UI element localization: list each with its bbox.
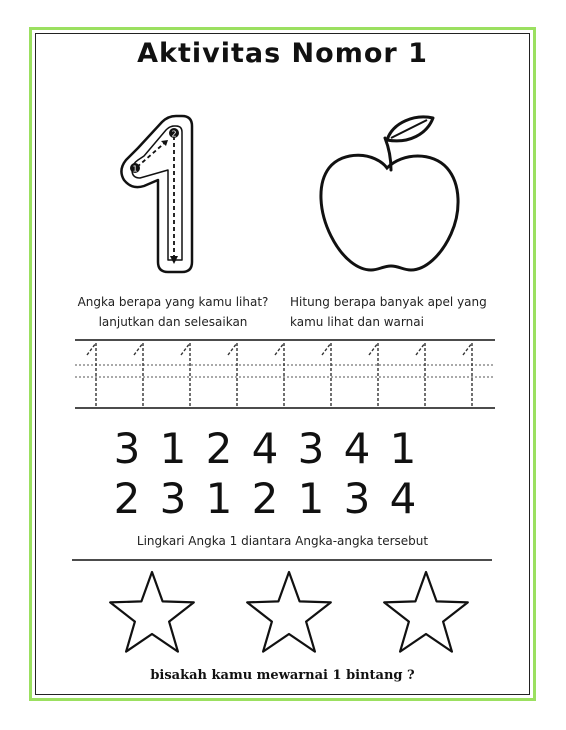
number-digit[interactable]: 4 [343,424,371,473]
caption-left-line: Angka berapa yang kamu lihat? [77,295,269,309]
number-digit[interactable]: 1 [159,424,187,473]
trace-one-glyph[interactable] [369,343,378,407]
number-digit[interactable]: 3 [159,474,187,523]
number-digit[interactable]: 3 [297,424,325,473]
caption-right-line: kamu lihat dan warnai [290,315,424,329]
caption-right-line: Hitung berapa banyak apel yang [290,295,487,309]
caption-right [290,292,518,332]
star-outline-icon[interactable] [384,572,468,652]
number-digit[interactable]: 4 [389,474,417,523]
stroke-order-label: 1 [132,164,138,174]
star-outline-icon[interactable] [110,572,194,652]
instruction-text: Lingkari Angka 1 diantara Angka-angka tersebut [136,534,429,548]
trace-one-glyph[interactable] [134,343,143,407]
stars-area [100,568,480,658]
number-one-outline-icon [110,110,200,280]
tracing-practice-area [70,335,500,415]
trace-one-glyph[interactable] [87,343,96,407]
stroke-order-label: 2 [171,129,177,139]
number-digit[interactable]: 1 [297,474,325,523]
divider-line [72,558,492,562]
number-digit[interactable]: 2 [251,474,279,523]
star-outline-icon[interactable] [247,572,331,652]
number-digit[interactable]: 3 [343,474,371,523]
number-digit[interactable]: 2 [205,424,233,473]
number-digit[interactable]: 1 [389,424,417,473]
number-digit[interactable]: 1 [205,474,233,523]
number-digit[interactable]: 4 [251,424,279,473]
trace-one-glyph[interactable] [463,343,472,407]
page-title: Aktivitas Nomor 1 [137,38,428,69]
trace-one-glyph[interactable] [228,343,237,407]
apple-outline-icon [315,112,465,277]
number-digit[interactable]: 2 [113,474,141,523]
trace-one-glyph[interactable] [416,343,425,407]
trace-one-glyph[interactable] [181,343,190,407]
trace-one-glyph[interactable] [275,343,284,407]
caption-left [68,292,278,332]
trace-one-glyph[interactable] [322,343,331,407]
number-digit[interactable]: 3 [113,424,141,473]
question-text: bisakah kamu mewarnai 1 bintang ? [150,668,415,683]
caption-left-line: lanjutkan dan selesaikan [98,315,248,329]
